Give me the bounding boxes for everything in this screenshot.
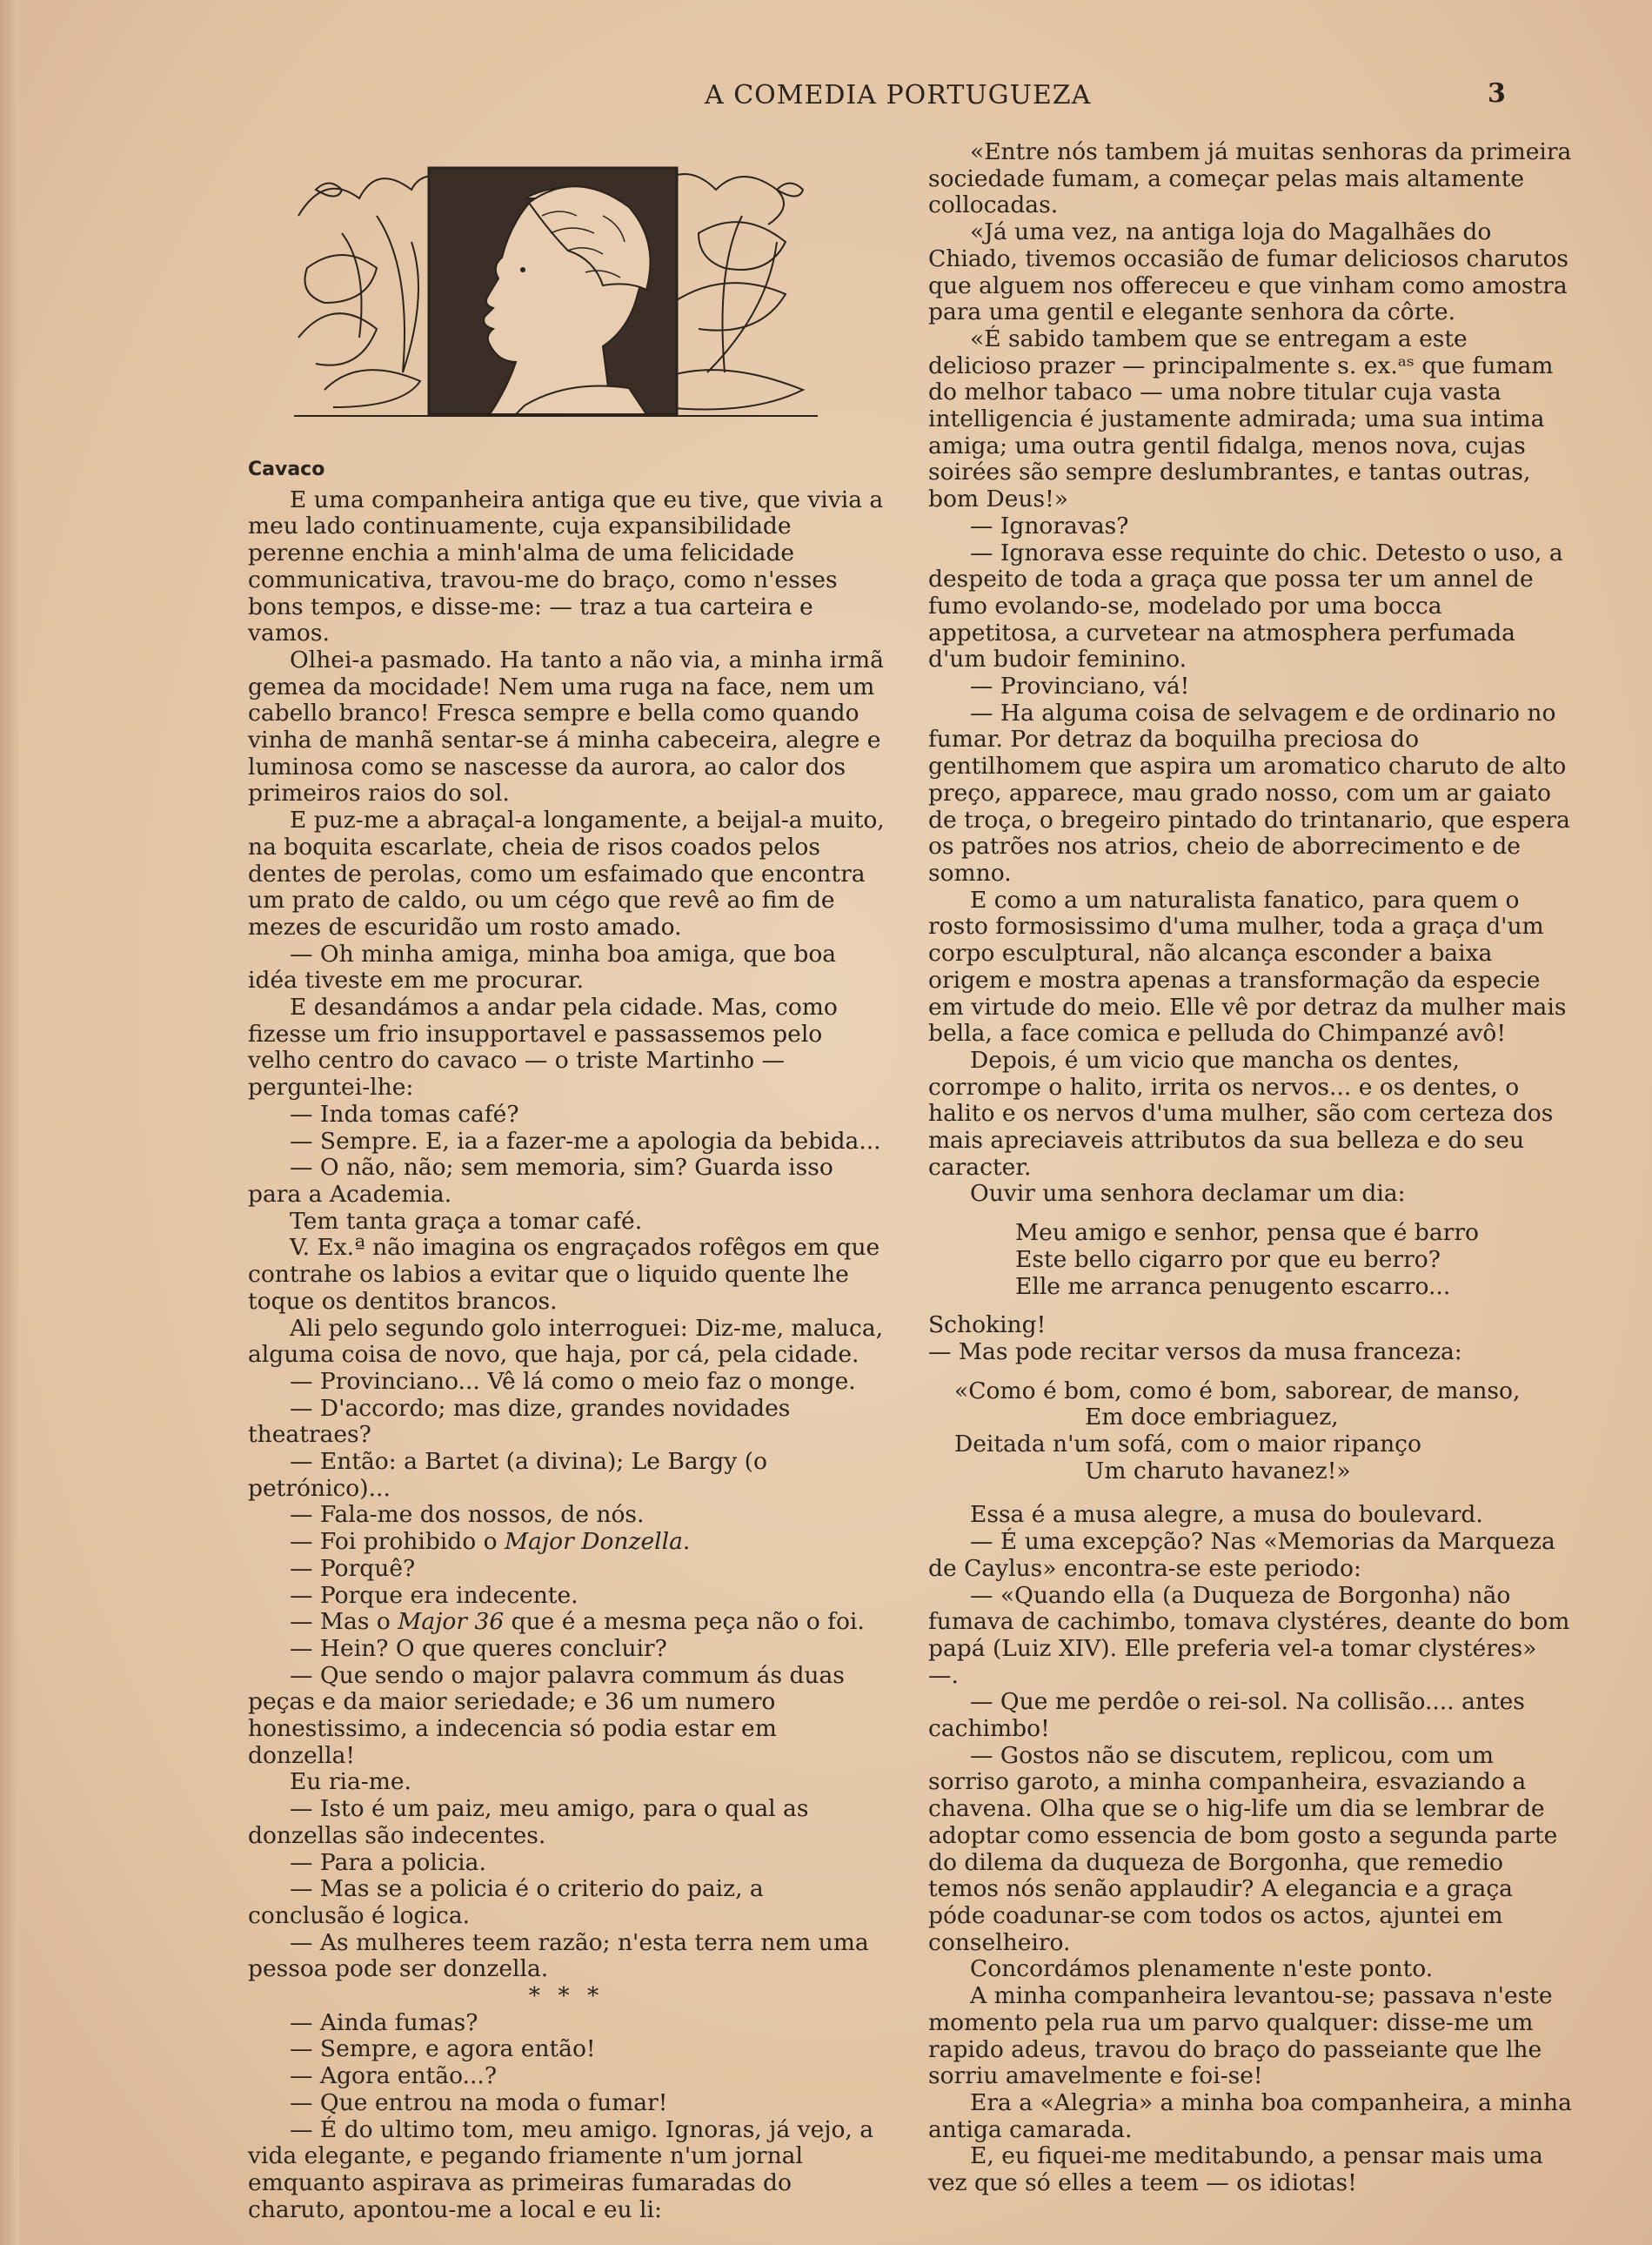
paragraph: Tem tanta graça a tomar café. [290,1207,643,1235]
dialogue-line: — «Quando ella (a Duqueza de Borgonha) não fumava de cachimbo, tomava clystéres, deante do bom papá (Luiz XIV). Elle preferia vel-a tomar clystéres» —. [928,1581,1570,1689]
section-separator: * * * [528,1982,605,2010]
verse-line: Um charuto havanez!» [1085,1457,1351,1484]
paragraph: A minha companheira levantou-se; passava n'este momento pela rua um parvo qualquer: disse-me um rapido adeus, travou do braço do passeiante que lhe sorriu amavelmente e foi-se! [928,1982,1553,2090]
paragraph: E uma companheira antiga que eu tive, que vivia a meu lado continuamente, cuja expansibilidade perenne enchia a minh'alma de uma felicidade communicativa, travou-me do braço, como n'esses bons tempos, e disse-me: — traz a tua carteira e vamos. [248,486,884,647]
quote-paragraph: «Entre nós tambem já muitas senhoras da primeira sociedade fumam, a começar pelas mais altamente collocadas. [928,138,1572,219]
dialogue-line: — Então: a Bartet (a divina); Le Bargy (o petrónico)... [248,1448,767,1502]
verse-line: Este bello cigarro por que eu berro? [1015,1245,1441,1273]
dialogue-line: — Agora então...? [290,2062,498,2090]
dialogue-line: — Ignorava esse requinte do chic. Detesto o uso, a despeito de toda a graça que possa ter um annel de fumo evolando-se, modelado por uma bocca appetitosa, a curvetear na atmosphera perfumada d'um budoir feminino. [928,539,1563,674]
paragraph: E como a um naturalista fanatico, para quem o rosto formosissimo d'uma mulher, toda a graça d'um corpo esculptural, não alcança esconder a baixa origem e mostra apenas a transformação da especie em virtude do meio. Elle vê por detraz da mulher mais bella, a face comica e pelluda do Chimpanzé avô! [928,886,1567,1048]
paragraph: V. Ex.ª não imagina os engraçados rofêgos em que contrahe os labios a evitar que o liquido quente lhe toque os dentitos brancos. [248,1234,880,1315]
dialogue-line: — Ignoravas? [970,512,1129,539]
paragraph: Essa é a musa alegre, a musa do boulevard. [970,1501,1483,1529]
exclamation: Schoking! [928,1311,1047,1339]
dialogue-line: — Mas se a policia é o criterio do paiz, a conclusão é logica. [248,1875,764,1929]
dialogue-line: — Fala-me dos nossos, de nós. [290,1501,645,1529]
dialogue-line: — Gostos não se discutem, replicou, com um sorriso garoto, a minha companheira, esvaziando a chavena. Olha que se o hig-life um dia se lembrar de adoptar como essencia de bom gosto a segunda parte do dilema da duqueza de Borgonha, que remedio temos nós senão applaudir? A elegancia e a graça póde coadunar-se com todos os actos, ajuntei em conselheiro. [928,1741,1558,1956]
publication-title: A COMEDIA PORTUGUEZA [705,80,1092,111]
dialogue-line: — Oh minha amiga, minha boa amiga, que boa idéa tiveste em me procurar. [248,940,837,995]
dialogue-line: — Porquê? [290,1554,416,1582]
paragraph: Eu ria-me. [290,1768,411,1796]
dialogue-line: — Sempre, e agora então! [290,2035,596,2063]
dialogue-line: — Porque era indecente. [290,1581,579,1609]
dialogue-line: — É uma excepção? Nas «Memorias da Marqueza de Caylus» encontra-se este periodo: [928,1528,1555,1582]
paragraph: Ouvir uma senhora declamar um dia: [970,1180,1406,1208]
dialogue-line [248,1529,885,1556]
verse-line: Meu amigo e senhor, pensa que é barro [1015,1219,1479,1247]
quote-paragraph: «Já uma vez, na antiga loja do Magalhães do Chiado, tivemos occasião de fumar deliciosos charutos que alguem nos offereceu e que vinham como amostra para uma gentil e elegante senhora da côrte. [928,218,1569,326]
text-segment: — Foi prohibido o [290,1528,505,1556]
dialogue-line: — Mas pode recitar versos da musa franceza: [928,1337,1462,1365]
section-title: Cavaco [248,459,325,480]
dialogue-line: — O não, não; sem memoria, sim? Guarda isso para a Academia. [248,1154,833,1208]
quote-paragraph: «É sabido tambem que se entregam a este delicioso prazer — principalmente s. ex.ᵃˢ que fumam do melhor tabaco — uma nobre titular cuja vasta intelligencia é justamente admirada; uma sua intima amiga; uma outra gentil fidalga, menos nova, cujas soirées são sempre deslumbrantes, e tantas outras, bom Deus!» [928,325,1554,513]
paragraph: Concordámos plenamente n'este ponto. [970,1955,1434,1983]
dialogue-line: — Que me perdôe o rei-sol. Na collisão.... antes cachimbo! [928,1688,1525,1743]
right-column [928,139,1572,2197]
verse-line: Deitada n'um sofá, com o maior ripanço [954,1431,1421,1458]
verse-block [928,1378,1572,1485]
paragraph: Ali pelo segundo golo interroguei: Diz-me, maluca, alguma coisa de novo, que haja, por cá, pela cidade. [248,1314,884,1369]
paragraph: Olhei-a pasmado. Ha tanto a não via, a minha irmã gemea da mocidade! Nem uma ruga na face, nem um cabello branco! Fresca sempre e bella como quando vinha de manhã sentar-se á minha cabeceira, alegre e luminosa como se nascesse da aurora, ao calor dos primeiros raios do sol. [248,646,884,808]
verse-line: Em doce embriaguez, [1085,1404,1339,1431]
text-segment: . [682,1528,691,1556]
page-number: 3 [1488,78,1506,109]
dialogue-line: — Provinciano... Vê lá como o meio faz o monge. [290,1367,856,1395]
dialogue-line: — Sempre. E, ia a fazer-me a apologia da bebida... [290,1127,881,1155]
paragraph: E, eu fiquei-me meditabundo, a pensar mais uma vez que só elles a teem — os idiotas! [928,2142,1543,2197]
dialogue-line [248,1609,885,1636]
verse-block [928,1220,1572,1300]
play-title: Major 36 [398,1608,505,1636]
dialogue-line: — Que entrou na moda o fumar! [290,2088,668,2116]
dialogue-line: — Ha alguma coisa de selvagem e de ordinario no fumar. Por detraz da boquilha preciosa do gentilhomem que aspira um aromatico charuto de alto preço, apparece, mau grado nosso, com um ar gaiato de troça, o bregeiro pintado do trintanario, que espera os patrões nos atrios, cheio de aborrecimento e de somno. [928,699,1570,887]
paragraph: Era a «Alegria» a minha boa companheira, a minha antiga camarada. [928,2088,1572,2143]
paragraph: Depois, é um vicio que mancha os dentes, corrompe o halito, irrita os nervos... e os dentes, o halito e os nervos d'uma mulher, são com certeza dos mais apreciaveis attributos da sua belleza e do seu caracter. [928,1046,1554,1181]
dialogue-line: — Para a policia. [290,1848,486,1876]
dialogue-line: — Inda tomas café? [290,1100,519,1128]
portrait-illustration [290,164,822,423]
page-edge [0,0,19,2245]
text-segment: que é a mesma peça não o foi. [504,1608,865,1636]
dialogue-line: — Hein? O que queres concluir? [290,1634,667,1662]
paragraph: E puz-me a abraçal-a longamente, a beijal-a muito, na boquita escarlate, cheia de risos coados pelos dentes de perolas, como um esfaimado que encontra um prato de caldo, ou um cégo que revê ao fim de mezes de escuridão um rosto amado. [248,807,885,941]
dialogue-line: — Provinciano, vá! [970,673,1190,700]
dialogue-line: — D'accordo; mas dize, grandes novidades theatraes? [248,1394,791,1449]
paragraph: E desandámos a andar pela cidade. Mas, como fizesse um frio insupportavel e passassemos pelo velho centro do cavaco — o triste Martinho — perguntei-lhe: [248,994,838,1102]
verse-line: «Como é bom, como é bom, saborear, de manso, [954,1377,1521,1404]
verse-line: Elle me arranca penugento escarro... [1015,1272,1451,1300]
dialogue-line: — É do ultimo tom, meu amigo. Ignoras, já vejo, a vida elegante, e pegando friamente n'um jornal emquanto aspirava as primeiras fumaradas do charuto, apontou-me a local e eu li: [248,2115,874,2223]
page-header [0,80,1652,115]
dialogue-line: — Que sendo o major palavra commum ás duas peças e da maior seriedade; e 36 um numero honestissimo, a indecencia só podia estar em donzella! [248,1661,845,1769]
left-column [248,457,885,2223]
dialogue-line: — As mulheres teem razão; n'esta terra nem uma pessoa pode ser donzella. [248,1928,869,1983]
play-title: Major Donzella [505,1528,683,1556]
dialogue-line: — Ainda fumas? [290,2008,478,2036]
text-segment: — Mas o [290,1608,398,1636]
dialogue-line: — Isto é um paiz, meu amigo, para o qual as donzellas são indecentes. [248,1795,809,1849]
